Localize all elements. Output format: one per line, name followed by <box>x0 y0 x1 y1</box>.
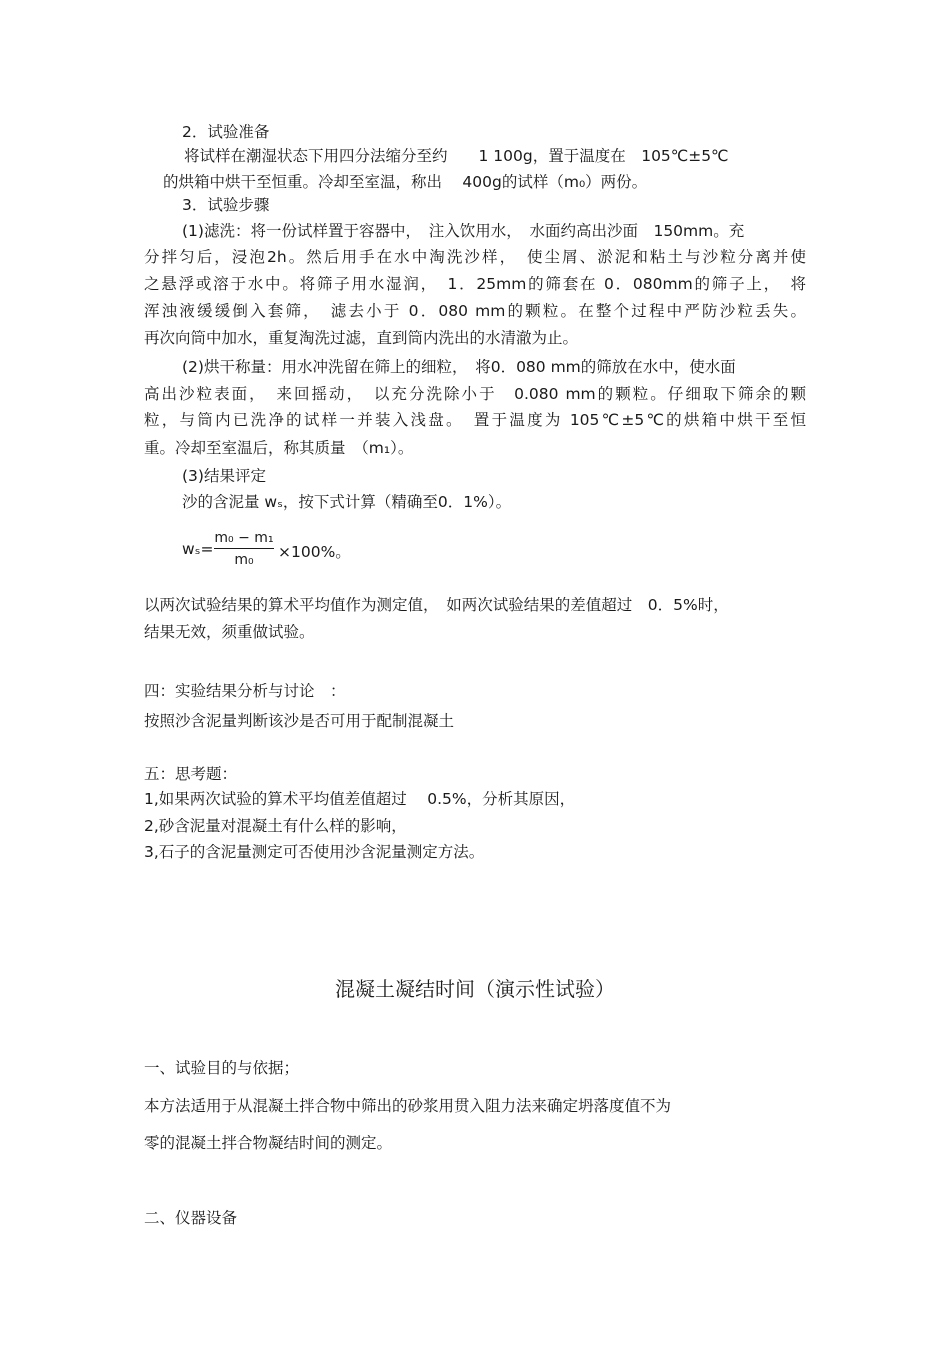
formula-lhs: wₛ= <box>182 540 214 558</box>
wash-line-1: (1)滤洗：将一份试样置于容器中， 注入饮用水， 水面约高出沙面 150mm。充 <box>182 222 745 240</box>
mud-content-formula <box>182 528 382 578</box>
prep-line-1: 将试样在潮湿状态下用四分法缩分至约 1 100g，置于温度在 105℃±5℃ <box>184 147 729 165</box>
formula-fraction <box>214 528 274 571</box>
eval-text: 沙的含泥量 wₛ，按下式计算（精确至0．1%）。 <box>182 493 512 511</box>
prep-line-2: 的烘箱中烘干至恒重。冷却至室温，称出 400g的试样（m₀）两份。 <box>163 173 648 191</box>
section-5-heading: 五：思考题： <box>144 765 238 783</box>
wash-line-5: 再次向筒中加水，重复淘洗过滤，直到筒内洗出的水清澈为止。 <box>144 329 579 347</box>
question-3: 3,石子的含泥量测定可否使用沙含泥量测定方法。 <box>144 843 485 861</box>
wash-line-4: 浑浊液缓缓倒入套筛， 滤去小于 0．080 mm的颗粒。在整个过程中严防沙粒丢失。 <box>144 302 806 320</box>
formula-tail: ×100%。 <box>278 543 351 561</box>
steps-heading: 3．试验步骤 <box>182 196 270 214</box>
purpose-line-2: 零的混凝土拌合物凝结时间的测定。 <box>144 1134 393 1152</box>
wash-line-3: 之悬浮或溶于水中。将筛子用水湿润， 1．25mm的筛套在 0．080mm的筛子上， 将 <box>144 275 806 293</box>
equipment-heading: 二、仪器设备 <box>144 1209 238 1227</box>
section-title: 混凝土凝结时间（演示性试验） <box>335 977 615 1001</box>
question-1: 1,如果两次试验的算术平均值差值超过 0.5%，分析其原因， <box>144 790 576 808</box>
prep-heading: 2．试验准备 <box>182 123 270 141</box>
section-4-heading: 四：实验结果分析与讨论 ： <box>144 682 346 700</box>
result-line-1: 以两次试验结果的算术平均值作为测定值， 如两次试验结果的差值超过 0．5%时， <box>144 596 729 614</box>
dry-line-3: 粒，与筒内已洗净的试样一并装入浅盘。 置于温度为 105℃±5℃的烘箱中烘干至恒 <box>144 411 806 429</box>
result-line-2: 结果无效，须重做试验。 <box>144 623 315 641</box>
formula-denominator: m₀ <box>234 552 254 568</box>
purpose-line-1: 本方法适用于从混凝土拌合物中筛出的砂浆用贯入阻力法来确定坍落度值不为 <box>144 1097 672 1115</box>
dry-line-1: (2)烘干称量：用水冲洗留在筛上的细粒， 将0．080 mm的筛放在水中，使水面 <box>182 358 736 376</box>
formula-numerator: m₀ − m₁ <box>214 528 274 549</box>
purpose-heading: 一、试验目的与依据； <box>144 1059 300 1077</box>
dry-line-4: 重。冷却至室温后，称其质量 （m₁）。 <box>144 439 414 457</box>
wash-line-2: 分拌匀后，浸泡2h。然后用手在水中淘洗沙样， 使尘屑、淤泥和粘土与沙粒分离并使 <box>144 248 806 266</box>
section-4-text: 按照沙含泥量判断该沙是否可用于配制混凝土 <box>144 712 455 730</box>
dry-line-2: 高出沙粒表面， 来回摇动， 以充分洗除小于 0.080 mm的颗粒。仔细取下筛余的颗 <box>144 385 806 403</box>
question-2: 2,砂含泥量对混凝土有什么样的影响， <box>144 817 407 835</box>
eval-heading: (3)结果评定 <box>182 467 266 485</box>
